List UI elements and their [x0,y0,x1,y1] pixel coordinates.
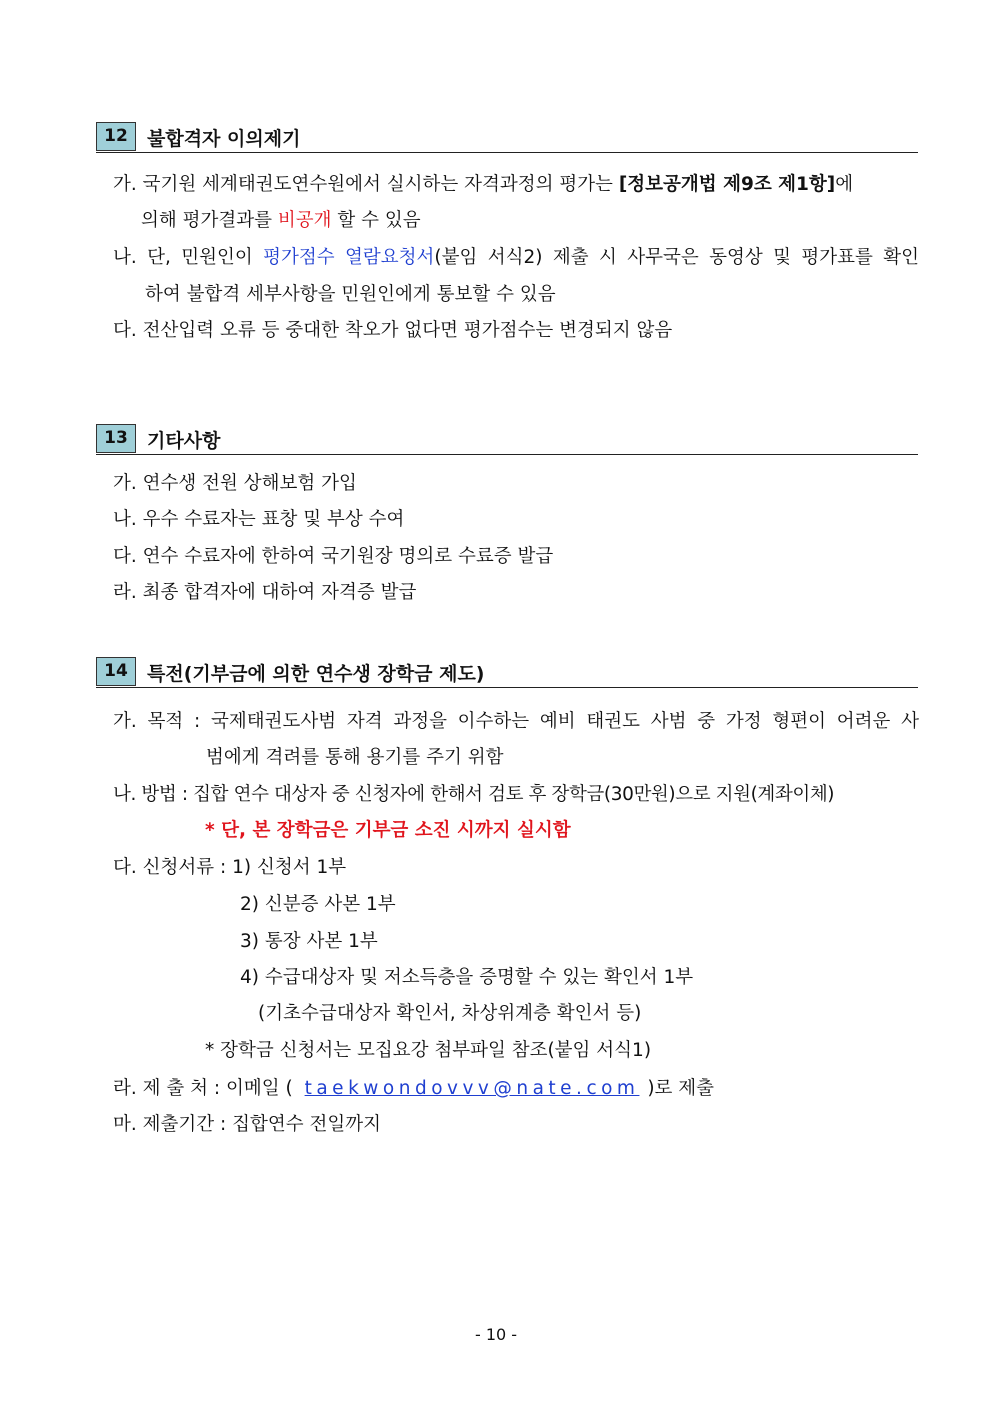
sec14-item-da-line1: 다. 신청서류 : 1) 신청서 1부 [113,857,347,878]
text: )로 제출 [641,1078,715,1099]
sec14-item-ra [113,1074,714,1100]
sec14-item-na-line1 [113,780,834,806]
sec14-item-da-line3: 3) 통장 사본 1부 [240,931,378,952]
section-12-header [96,122,918,153]
text: 나. 방법 : 집합 연수 대상자 중 신청자에 한해서 검토 후 장학금(30만원)으로 지원(계좌이체) [113,784,835,805]
text: 에 [835,174,854,195]
text: (붙임 서식2) 제출 시 사무국은 동영상 및 평가표를 확인 [434,247,919,268]
section-number-badge: 14 [96,657,136,686]
form-reference: 평가점수 열람요청서 [263,247,435,268]
sec14-item-ma: 마. 제출기간 : 집합연수 전일까지 [113,1114,381,1135]
text: 라. 제 출 처 : 이메일 ( [113,1078,299,1099]
list-item: 라. 최종 합격자에 대하여 자격증 발급 [113,582,417,603]
text: 다. 전산입력 오류 등 중대한 착오가 없다면 평가점수는 변경되지 않음 [113,320,673,341]
section-number-badge: 13 [96,424,136,453]
section-13-header [96,424,918,455]
page-number: - 10 - [474,1325,518,1344]
sec14-item-da-line5: (기초수급대상자 확인서, 차상위계층 확인서 등) [258,1003,642,1024]
section-title: 기타사항 [147,430,221,452]
sec14-item-da-note: * 장학금 신청서는 모집요강 첨부파일 참조(붙임 서식1) [205,1040,652,1061]
email-link[interactable]: taekwondovvv@nate.com [304,1078,640,1099]
sec14-item-ga-line2 [206,743,503,769]
sec14-item-na-note: * 단, 본 장학금은 기부금 소진 시까지 실시함 [205,820,571,841]
section-14-header [96,657,918,688]
sec14-item-da-line4: 4) 수급대상자 및 저소득층을 증명할 수 있는 확인서 1부 [240,967,694,988]
sec12-item-na-line1 [113,243,919,269]
list-item: 가. 연수생 전원 상해보험 가입 [113,473,357,494]
text: 가. 목적 : 국제태권도사범 자격 과정을 이수하는 예비 태권도 사범 중 가정 형편이 어려운 사 [113,711,919,732]
text: 의해 평가결과를 [141,210,278,231]
sec12-item-da [113,316,672,342]
text: 할 수 있음 [331,210,421,231]
text: 하여 불합격 세부사항을 민원인에게 통보할 수 있음 [145,284,556,305]
sec12-item-ga-line1 [113,170,853,196]
list-item: 다. 연수 수료자에 한하여 국기원장 명의로 수료증 발급 [113,546,554,567]
text: 나. 단, 민원인이 [113,247,264,268]
text: 범에게 격려를 통해 용기를 주기 위함 [206,747,504,768]
highlight-private: 비공개 [277,210,332,231]
sec14-item-ga-line1 [113,707,919,733]
sec14-item-da-line2: 2) 신분증 사본 1부 [240,894,396,915]
section-title: 특전(기부금에 의한 연수생 장학금 제도) [147,663,485,685]
section-number-badge: 12 [96,122,136,151]
law-reference: [정보공개법 제9조 제1항] [618,174,836,195]
list-item: 나. 우수 수료자는 표창 및 부상 수여 [113,509,405,530]
sec12-item-ga-line2 [141,206,421,232]
sec12-item-na-line2 [145,280,556,306]
text: 가. 국기원 세계태권도연수원에서 실시하는 자격과정의 평가는 [113,174,619,195]
section-title: 불합격자 이의제기 [147,128,301,150]
